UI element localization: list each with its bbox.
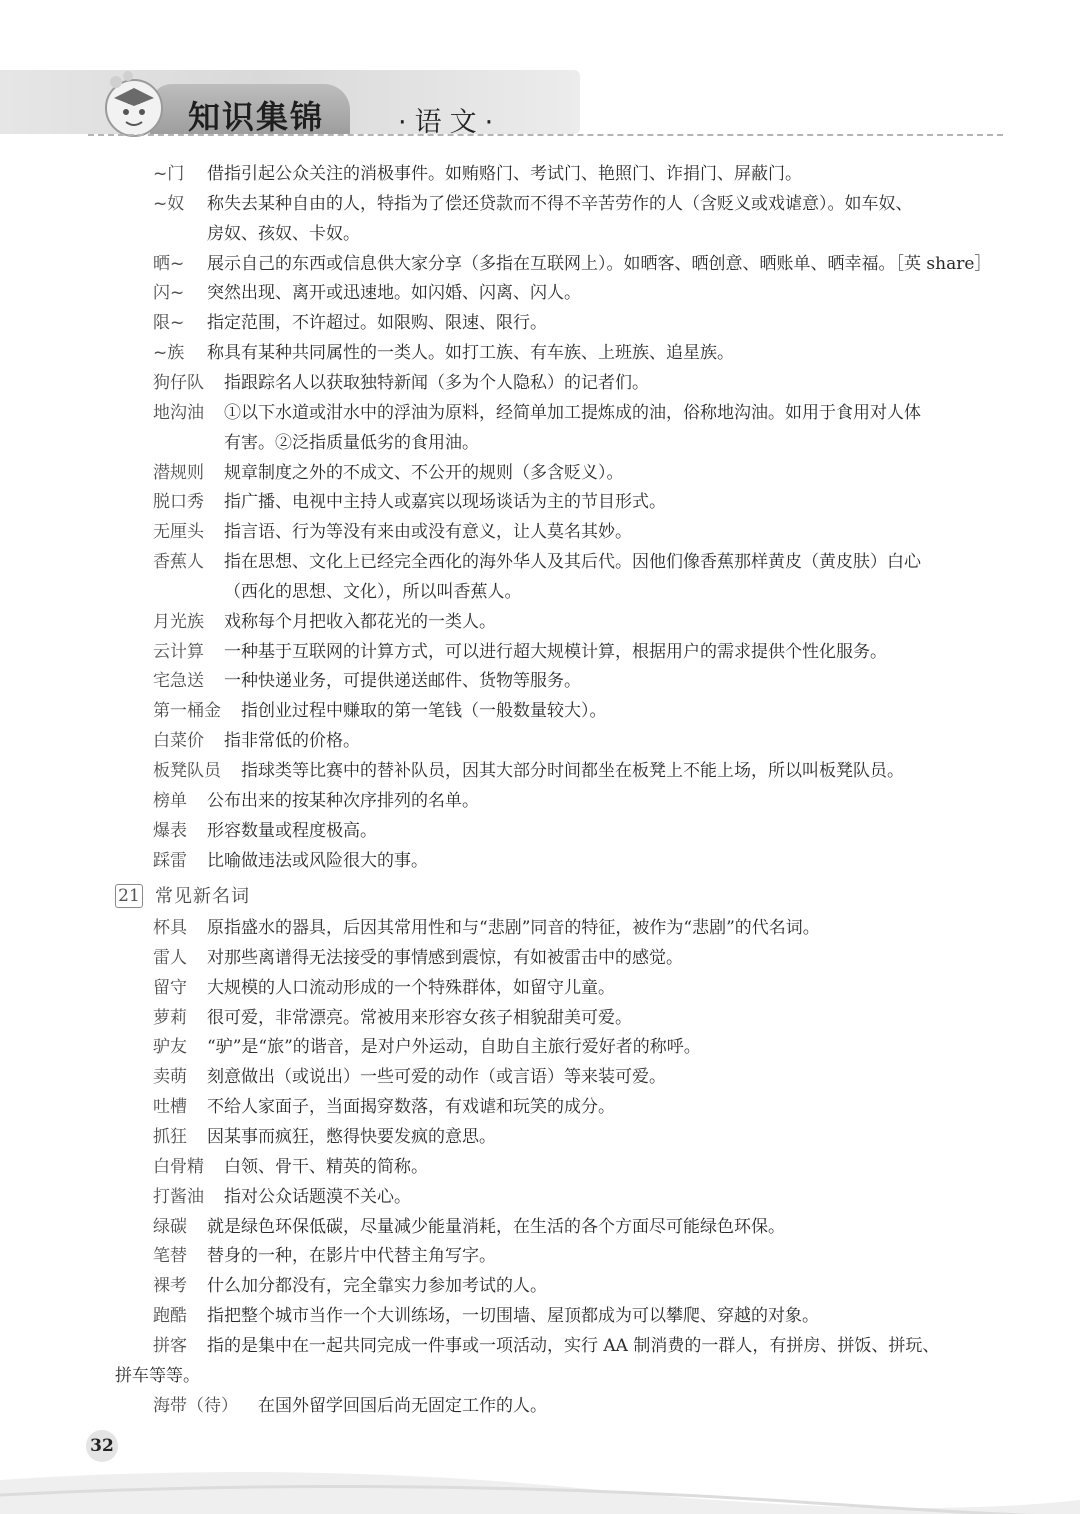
glossary-entry-continuation [0, 428, 1080, 458]
section-number-badge: 21 [115, 884, 143, 908]
glossary-term: ~族 [153, 343, 185, 364]
glossary-term: 拼客 [153, 1335, 187, 1356]
glossary-term: 宅急送 [153, 671, 204, 692]
glossary-term: 雷人 [153, 947, 187, 968]
glossary-term: 裸考 [153, 1276, 187, 1297]
glossary-entry [0, 368, 1080, 398]
glossary-definition: 就是绿色环保低碳，尽量减少能量消耗，在生活的各个方面尽可能绿色环保。 [207, 1216, 785, 1237]
glossary-term: 第一桶金 [153, 701, 221, 722]
glossary-definition: 指把整个城市当作一个大训练场，一切围墙、屋顶都成为可以攀爬、穿越的对象。 [207, 1306, 819, 1327]
glossary-definition: 对那些离谱得无法接受的事情感到震惊，有如被雷击中的感觉。 [207, 947, 683, 968]
glossary-definition: 展示自己的东西或信息供大家分享（多指在互联网上）。如晒客、晒创意、晒账单、晒幸福。［英 share］ [207, 253, 992, 274]
glossary-term: 抓狂 [153, 1126, 187, 1147]
glossary-term: 晒~ [153, 253, 185, 274]
glossary-entry [0, 487, 1080, 517]
glossary-term: 云计算 [153, 641, 204, 662]
glossary-entry [0, 973, 1080, 1003]
page-number: 32 [86, 1430, 118, 1462]
glossary-term: 杯具 [153, 918, 187, 938]
glossary-definition: 替身的一种，在影片中代替主角写字。 [207, 1246, 496, 1267]
glossary-term: 卖萌 [153, 1067, 187, 1088]
glossary-entry [0, 637, 1080, 667]
glossary-term: 打酱油 [153, 1186, 204, 1207]
glossary-entry [0, 517, 1080, 547]
glossary-term: 跑酷 [153, 1306, 187, 1327]
glossary-entry [0, 726, 1080, 756]
glossary-definition: 指的是集中在一起共同完成一件事或一项活动，实行 AA 制消费的一群人，有拼房、拼饭、拼玩、 [207, 1335, 940, 1356]
glossary-definition: 指非常低的价格。 [224, 731, 360, 752]
glossary-entry [0, 398, 1080, 428]
glossary-term: 闪~ [153, 283, 185, 304]
glossary-entry [0, 159, 1080, 189]
glossary-definition: 什么加分都没有，完全靠实力参加考试的人。 [207, 1276, 547, 1297]
glossary-definition: 指广播、电视中主持人或嘉宾以现场谈话为主的节目形式。 [224, 492, 666, 513]
glossary-entry-continuation [0, 219, 1080, 249]
glossary-definition: 在国外留学回国后尚无固定工作的人。 [258, 1395, 547, 1416]
header-divider [88, 134, 1003, 136]
glossary-entry [0, 1062, 1080, 1092]
glossary-entry [0, 1122, 1080, 1152]
glossary-definition: 有害。②泛指质量低劣的食用油。 [224, 432, 479, 453]
glossary-term: 板凳队员 [153, 761, 221, 781]
glossary-definition: 形容数量或程度极高。 [207, 820, 377, 841]
glossary-term: 狗仔队 [153, 372, 204, 393]
mascot-logo-icon [98, 68, 170, 140]
glossary-term: 榜单 [153, 790, 187, 811]
section-title: 常见新名词 [155, 886, 250, 907]
glossary-entry [0, 1391, 1080, 1421]
glossary-definition: 指在思想、文化上已经完全西化的海外华人及其后代。因他们像香蕉那样黄皮（黄皮肤）白心 [224, 552, 921, 573]
glossary-definition: 指创业过程中赚取的第一笔钱（一般数量较大）。 [241, 701, 607, 722]
glossary-term: 地沟油 [153, 402, 204, 423]
glossary-definition: 房奴、孩奴、卡奴。 [207, 223, 360, 244]
glossary-entry [0, 1212, 1080, 1242]
glossary-term: 限~ [153, 313, 185, 334]
glossary-definition: 规章制度之外的不成文、不公开的规则（多含贬义）。 [224, 462, 624, 483]
glossary-term: 白菜价 [153, 731, 204, 752]
glossary-term: 吐槽 [153, 1097, 187, 1118]
glossary-term: 留守 [153, 977, 187, 998]
glossary-entry [0, 1241, 1080, 1271]
glossary-entry [0, 666, 1080, 696]
glossary-definition: 白领、骨干、精英的简称。 [224, 1156, 428, 1177]
glossary-entry [0, 846, 1080, 876]
glossary-definition: 一种基于互联网的计算方式，可以进行超大规模计算，根据用户的需求提供个性化服务。 [224, 641, 887, 662]
glossary-definition: 比喻做违法或风险很大的事。 [207, 850, 428, 871]
glossary-term: 脱口秀 [153, 492, 204, 513]
glossary-term: 笔替 [153, 1246, 187, 1267]
glossary-definition: “驴”是“旅”的谐音，是对户外运动，自助自主旅行爱好者的称呼。 [207, 1037, 701, 1058]
glossary-entry [0, 1331, 1080, 1361]
glossary-definition: 称失去某种自由的人，特指为了偿还贷款而不得不辛苦劳作的人（含贬义或戏谑意）。如车奴、 [207, 193, 913, 214]
glossary-entry [0, 1271, 1080, 1301]
glossary-entry [0, 696, 1080, 726]
glossary-definition: 不给人家面子，当面揭穿数落，有戏谑和玩笑的成分。 [207, 1097, 615, 1118]
glossary-term: 香蕉人 [153, 552, 204, 573]
glossary-definition: 称具有某种共同属性的一类人。如打工族、有车族、上班族、追星族。 [207, 343, 734, 364]
glossary-definition: 大规模的人口流动形成的一个特殊群体，如留守儿童。 [207, 977, 615, 998]
glossary-definition: 刻意做出（或说出）一些可爱的动作（或言语）等来装可爱。 [207, 1067, 666, 1088]
glossary-entry [0, 756, 1080, 786]
glossary-term: 爆表 [153, 820, 187, 841]
glossary-entry [0, 943, 1080, 973]
glossary-definition: 公布出来的按某种次序排列的名单。 [207, 790, 479, 811]
glossary-entry [0, 1092, 1080, 1122]
glossary-entry [0, 1003, 1080, 1033]
glossary-term: 绿碳 [153, 1216, 187, 1237]
glossary-term: 驴友 [153, 1037, 187, 1058]
glossary-term: 海带（待） [153, 1395, 238, 1416]
glossary-entry [0, 1152, 1080, 1182]
glossary-definition: 突然出现、离开或迅速地。如闪婚、闪离、闪人。 [207, 283, 581, 304]
glossary-entry [0, 1032, 1080, 1062]
glossary-definition: 借指引起公众关注的消极事件。如贿赂门、考试门、艳照门、诈捐门、屏蔽门。 [207, 164, 802, 184]
glossary-entry-continuation [0, 577, 1080, 607]
glossary-definition: （西化的思想、文化），所以叫香蕉人。 [224, 581, 522, 602]
glossary-term: ~奴 [153, 193, 185, 214]
glossary-entry [0, 249, 1080, 279]
glossary-entry [0, 913, 1080, 943]
glossary-definition: ①以下水道或泔水中的浮油为原料，经简单加工提炼成的油，俗称地沟油。如用于食用对人体 [224, 402, 921, 423]
glossary-definition: 原指盛水的器具，后因其常用性和与“悲剧”同音的特征，被作为“悲剧”的代名词。 [207, 918, 820, 938]
glossary-entry [0, 816, 1080, 846]
glossary-entry [0, 338, 1080, 368]
glossary-entry [0, 1182, 1080, 1212]
glossary-definition: 指跟踪名人以获取独特新闻（多为个人隐私）的记者们。 [224, 372, 649, 393]
glossary-entry [0, 278, 1080, 308]
glossary-entry [0, 1301, 1080, 1331]
glossary-term: ~门 [153, 164, 185, 184]
glossary-entry-continuation [0, 1361, 1080, 1391]
footer-swoosh [0, 1440, 1080, 1514]
subject-label: ·语文· [398, 107, 502, 138]
glossary-term: 萝莉 [153, 1007, 187, 1028]
glossary-definition: 指对公众话题漠不关心。 [224, 1186, 411, 1207]
glossary-entry [0, 189, 1080, 219]
glossary-term: 无厘头 [153, 522, 204, 543]
glossary-definition: 指球类等比赛中的替补队员，因其大部分时间都坐在板凳上不能上场，所以叫板凳队员。 [241, 761, 904, 781]
glossary-term: 踩雷 [153, 850, 187, 871]
glossary-entry [0, 547, 1080, 577]
glossary-term: 潜规则 [153, 462, 204, 483]
glossary-definition: 指言语、行为等没有来由或没有意义，让人莫名其妙。 [224, 522, 632, 543]
book-title: 知识集锦 [188, 98, 325, 136]
glossary-definition: 戏称每个月把收入都花光的一类人。 [224, 611, 496, 632]
glossary-term: 白骨精 [153, 1156, 204, 1177]
glossary-entry [0, 308, 1080, 338]
glossary-entry [0, 786, 1080, 816]
glossary-definition: 一种快递业务，可提供递送邮件、货物等服务。 [224, 671, 581, 692]
glossary-definition: 因某事而疯狂，憋得快要发疯的意思。 [207, 1126, 496, 1147]
glossary-definition: 指定范围，不许超过。如限购、限速、限行。 [207, 313, 547, 334]
glossary-definition: 拼车等等。 [115, 1365, 200, 1386]
glossary-entry [0, 458, 1080, 488]
glossary-definition: 很可爱，非常漂亮。常被用来形容女孩子相貌甜美可爱。 [207, 1007, 632, 1028]
glossary-entry [0, 607, 1080, 637]
glossary-term: 月光族 [153, 611, 204, 632]
